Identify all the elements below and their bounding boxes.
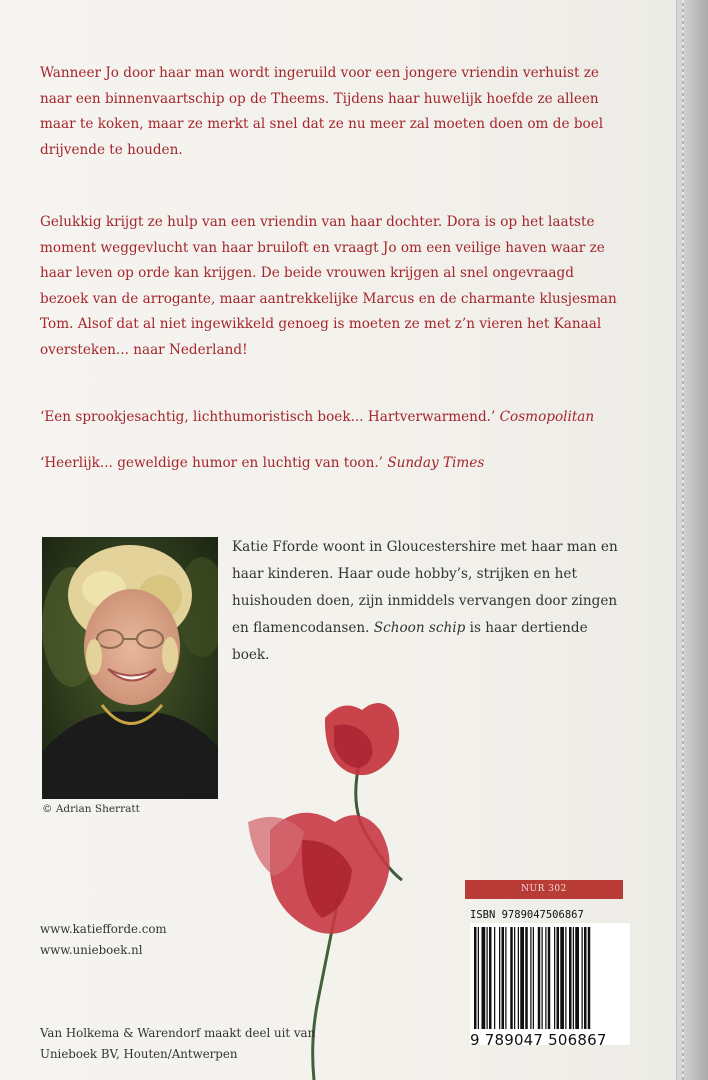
barcode-bar	[575, 927, 579, 1029]
bio-text-end: is haar dertiende boek.	[232, 620, 588, 663]
review-quote-1	[40, 405, 680, 431]
barcode-bar	[474, 927, 477, 1029]
quote-text: ‘Heerlijk... geweldige humor en luchtig van toon.’	[40, 455, 384, 471]
quote-text: ‘Een sprookjesachtig, lichthumoristisch boek... Hartverwarmend.’	[40, 409, 496, 425]
website-link-publisher[interactable]: www.unieboek.nl	[40, 943, 143, 957]
barcode-bar	[588, 927, 591, 1029]
barcode-bar	[478, 927, 479, 1029]
barcode-bar	[533, 927, 534, 1029]
author-photo	[42, 537, 218, 799]
barcode-bar	[510, 927, 513, 1029]
blurb-paragraph-1: Wanneer Jo door haar man wordt ingeruild voor een jongere vriendin verhuist ze naar een binnenvaartschip op de Theems. Tijdens haar huwelijk hoefde ze alleen maar te koken, maar ze merkt al snel dat ze nu meer zal moeten doen om de boel drijvende te houden.	[40, 65, 604, 158]
review-quote-2	[40, 451, 680, 477]
publisher-line-2: Unieboek BV, Houten/Antwerpen	[40, 1047, 238, 1061]
poppy-illustration	[230, 690, 470, 1080]
barcode-bar	[548, 927, 551, 1029]
barcode-bar	[494, 927, 495, 1029]
barcode-bar	[584, 927, 587, 1029]
barcode-bar	[489, 927, 492, 1029]
book-title: Schoon schip	[373, 620, 466, 636]
author-bio	[232, 534, 627, 669]
barcode-bar	[542, 927, 543, 1029]
barcode-bar	[557, 927, 560, 1029]
barcode-bar	[582, 927, 583, 1029]
isbn-digits: 9 789047 506867	[470, 1031, 607, 1049]
barcode-bar	[560, 927, 564, 1029]
barcode-bar	[545, 927, 546, 1029]
barcode-bar	[554, 927, 555, 1029]
isbn-label: ISBN 9789047506867	[470, 909, 584, 921]
spine-edge	[682, 0, 684, 1080]
bio-text: Katie Fforde woont in Gloucestershire met haar man en haar kinderen. Haar oude hobby’s, strijken en het huishouden doen, zijn inmiddels vervangen door zingen en flamencodansen.	[232, 539, 618, 636]
publisher-imprint	[40, 1023, 315, 1065]
websites	[40, 919, 167, 961]
barcode-bar	[538, 927, 541, 1029]
quote-source: Cosmopolitan	[499, 409, 595, 425]
isbn-barcode	[470, 923, 630, 1045]
barcode-bar	[530, 927, 531, 1029]
barcode-bar	[518, 927, 519, 1029]
barcode-bar	[514, 927, 515, 1029]
barcode-bar	[505, 927, 506, 1029]
barcode-bar	[502, 927, 505, 1029]
barcode-bar	[499, 927, 500, 1029]
barcode-bar	[565, 927, 566, 1029]
barcode-bar	[573, 927, 574, 1029]
barcode-bar	[487, 927, 488, 1029]
barcode-bar	[525, 927, 528, 1029]
blurb-paragraph-2: Gelukkig krijgt ze hulp van een vriendin van haar dochter. Dora is op het laatste moment weggevlucht van haar bruiloft en vraagt Jo om een veilige haven waar ze haar leven op orde kan krijgen. De beide vrouwen krijgen al snel ongevraagd bezoek van de arrogante, maar aantrekkelijke Marcus en de charmante klusjesman Tom. Alsof dat al niet ingewikkeld genoeg is moeten ze met z’n vieren het Kanaal oversteken... naar Nederland!	[40, 214, 617, 358]
publisher-line-1: Van Holkema & Warendorf maakt deel uit van	[40, 1026, 316, 1040]
quote-source: Sunday Times	[387, 455, 485, 471]
book-spine	[676, 0, 708, 1080]
barcode-bar	[520, 927, 524, 1029]
photo-credit: © Adrian Sherratt	[42, 803, 140, 815]
nur-code-band: NUR 302	[465, 880, 623, 899]
barcode-bar	[482, 927, 486, 1029]
website-link-author[interactable]: www.katiefforde.com	[40, 922, 167, 936]
barcode-bar	[569, 927, 572, 1029]
